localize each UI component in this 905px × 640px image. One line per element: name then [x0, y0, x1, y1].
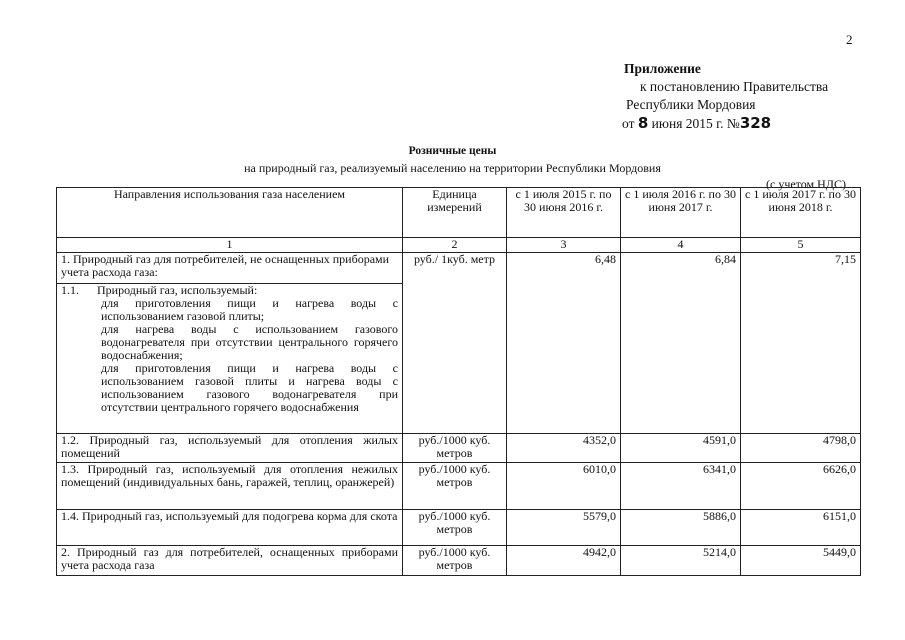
value-cell: 6151,0 [741, 510, 861, 546]
value-cell: 5449,0 [741, 546, 861, 576]
usage-item: для приготовления пищи и нагрева воды с использованием газовой плиты; [101, 296, 398, 323]
date-prefix: от [622, 116, 635, 131]
value-cell: 6341,0 [621, 463, 741, 510]
header-cell: Единица измерений [403, 188, 507, 238]
row-1-1-description [57, 284, 403, 434]
value-cell: 6,84 [621, 253, 741, 434]
value-cell: 5214,0 [621, 546, 741, 576]
header-cell: с 1 июля 2016 г. по 30 июня 2017 г. [621, 188, 741, 238]
unit-cell: руб./1000 куб. метров [403, 434, 507, 463]
usage-item: для нагрева воды с использованием газового водонагревателя при отсутствии центрального горячего водоснабжения; [101, 322, 398, 362]
column-number: 4 [621, 238, 741, 253]
document-title: Розничные цены [408, 145, 497, 157]
value-cell: 4942,0 [507, 546, 621, 576]
value-cell: 4352,0 [507, 434, 621, 463]
table-header-row [57, 188, 861, 238]
table-row [57, 253, 861, 284]
row-1-1-head-text: Природный газ, используемый: [97, 283, 258, 297]
value-cell: 5886,0 [621, 510, 741, 546]
appendix-block [612, 60, 828, 133]
value-cell: 5579,0 [507, 510, 621, 546]
unit-cell: руб./ 1куб. метр [403, 253, 507, 434]
row-number: 1.1. [61, 283, 79, 297]
column-number-row [57, 238, 861, 253]
handwritten-number: 328 [739, 114, 772, 132]
value-cell: 4798,0 [741, 434, 861, 463]
table-row [57, 463, 861, 510]
handwritten-day: 8 [637, 114, 649, 132]
value-cell: 4591,0 [621, 434, 741, 463]
row-description: 2. Природный газ для потребителей, оснащенных приборами учета расхода газа [57, 546, 403, 576]
appendix-date-line [622, 114, 828, 133]
appendix-title: Приложение [624, 61, 701, 76]
header-cell: с 1 июля 2015 г. по 30 июня 2016 г. [507, 188, 621, 238]
column-number: 2 [403, 238, 507, 253]
row-description: 1.2. Природный газ, используемый для отопления жилых помещений [57, 434, 403, 463]
value-cell: 6626,0 [741, 463, 861, 510]
table-row [57, 546, 861, 576]
column-number: 1 [57, 238, 403, 253]
value-cell: 6,48 [507, 253, 621, 434]
header-cell: Направления использования газа населением [57, 188, 403, 238]
usage-item: для приготовления пищи и нагрева воды с использованием газовой плиты и нагрева воды с использованием газового водонагревателя при отсутствии центрального горячего водоснабжения [101, 361, 398, 414]
unit-cell: руб./1000 куб. метров [403, 463, 507, 510]
date-rest: июня 2015 г. № [651, 116, 740, 131]
header-cell: с 1 июля 2017 г. по 30 июня 2018 г. [741, 188, 861, 238]
value-cell: 7,15 [741, 253, 861, 434]
table-row [57, 434, 861, 463]
unit-cell: руб./1000 куб. метров [403, 510, 507, 546]
column-number: 3 [507, 238, 621, 253]
row-description: 1.4. Природный газ, используемый для подогрева корма для скота [57, 510, 403, 546]
vat-note: (с учетом НДС) [766, 177, 846, 191]
prices-table [56, 187, 861, 576]
page-number: 2 [846, 32, 853, 47]
unit-cell: руб./1000 куб. метров [403, 546, 507, 576]
table-row [57, 510, 861, 546]
section-1-title: 1. Природный газ для потребителей, не оснащенных приборами учета расхода газа: [57, 253, 403, 284]
document-subtitle: на природный газ, реализуемый населению на территории Республики Мордовия [244, 161, 661, 175]
row-description: 1.3. Природный газ, используемый для отопления нежилых помещений (индивидуальных бань, гаражей, теплиц, оранжерей) [57, 463, 403, 510]
column-number: 5 [741, 238, 861, 253]
appendix-line-1: к постановлению Правительства [640, 79, 829, 94]
value-cell: 6010,0 [507, 463, 621, 510]
appendix-line-2: Республики Мордовия [626, 97, 756, 112]
